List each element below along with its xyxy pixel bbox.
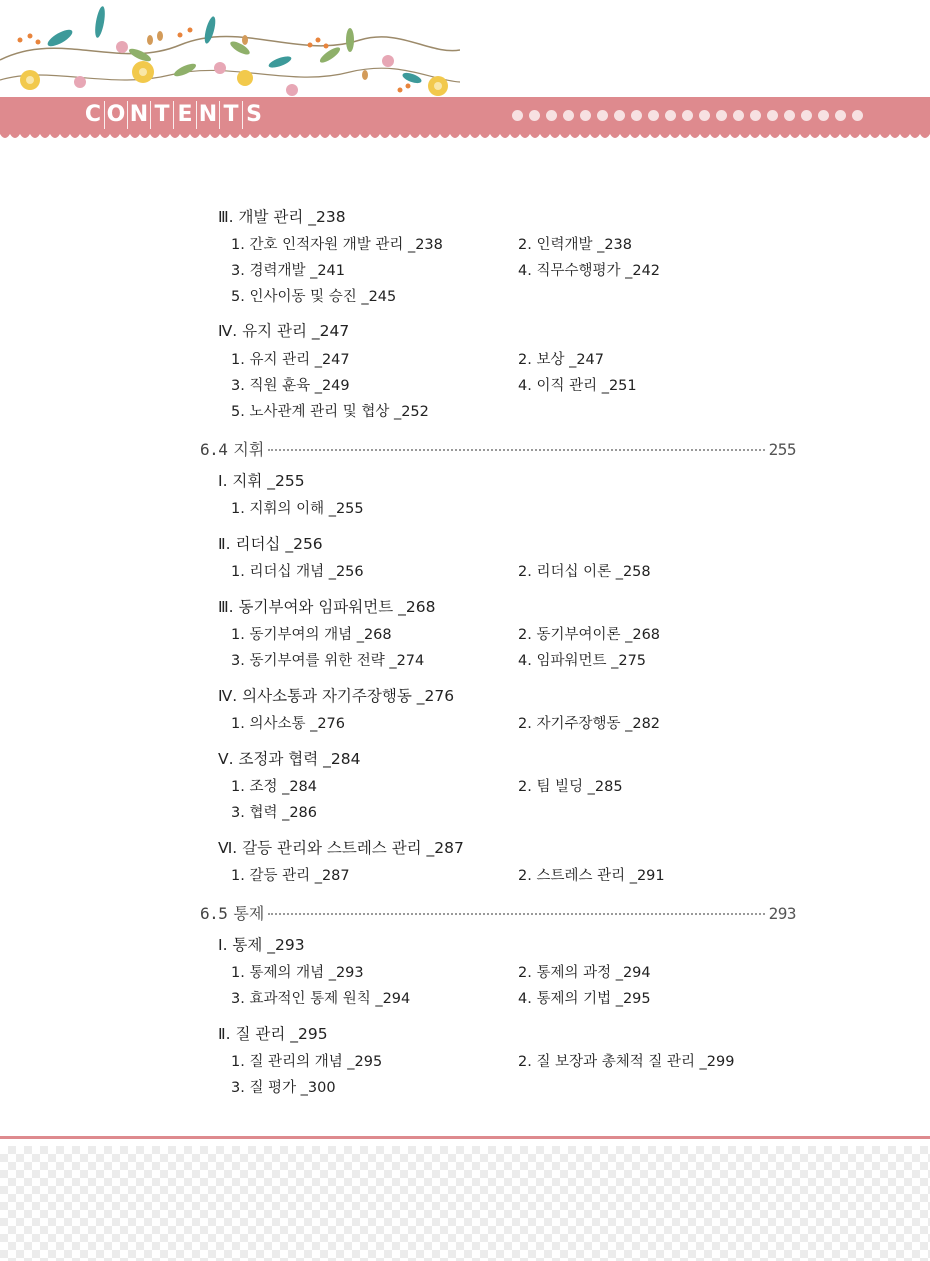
toc-item[interactable]: 2. 동기부여이론 _268 [518, 627, 661, 643]
toc-section[interactable]: Ⅵ. 갈등 관리와 스트레스 관리 _287 [218, 839, 464, 857]
toc-item[interactable]: 4. 직무수행평가 _242 [518, 263, 661, 279]
toc-item[interactable]: 2. 보상 _247 [518, 352, 604, 368]
title-letter: C [82, 101, 105, 129]
title-letter: T [151, 101, 174, 129]
toc-item[interactable]: 4. 임파워먼트 _275 [518, 653, 647, 669]
toc-item[interactable]: 1. 리더십 개념 _256 [231, 564, 364, 580]
toc-item[interactable]: 3. 협력 _286 [231, 805, 317, 821]
banner-scallop-edge [0, 130, 930, 142]
toc-item[interactable]: 2. 통제의 과정 _294 [518, 965, 651, 981]
dot-leader [268, 449, 764, 451]
toc-section[interactable]: Ⅲ. 개발 관리 _238 [218, 208, 346, 226]
title-letter: N [197, 101, 220, 129]
toc-item[interactable]: 1. 동기부여의 개념 _268 [231, 627, 392, 643]
toc-item[interactable]: 2. 팀 빌딩 _285 [518, 779, 623, 795]
chapter-title: 통제 [233, 904, 265, 923]
toc-item[interactable]: 2. 질 보장과 총체적 질 관리 _299 [518, 1054, 735, 1070]
toc-item[interactable]: 3. 효과적인 통제 원칙 _294 [231, 991, 411, 1007]
toc-item[interactable]: 1. 의사소통 _276 [231, 716, 346, 732]
chapter-page: 255 [768, 440, 796, 459]
toc-section[interactable]: Ⅳ. 유지 관리 _247 [218, 322, 350, 340]
title-letter: N [128, 101, 151, 129]
chapter-number: 6.5 [200, 904, 228, 923]
toc-section[interactable]: Ⅴ. 조정과 협력 _284 [218, 750, 361, 768]
title-letter: S [246, 102, 262, 127]
chapter-number: 6.4 [200, 440, 228, 459]
chapter-page: 293 [768, 904, 796, 923]
toc-item[interactable]: 1. 질 관리의 개념 _295 [231, 1054, 383, 1070]
toc-section[interactable]: Ⅱ. 질 관리 _295 [218, 1025, 328, 1043]
title-letter: O [105, 101, 128, 129]
toc-item[interactable]: 2. 리더십 이론 _258 [518, 564, 651, 580]
footer-divider [0, 1136, 930, 1139]
toc-item[interactable]: 1. 유지 관리 _247 [231, 352, 350, 368]
toc-item[interactable]: 1. 조정 _284 [231, 779, 317, 795]
dot-leader [268, 913, 764, 915]
floral-decoration [0, 0, 460, 100]
toc-item[interactable]: 4. 통제의 기법 _295 [518, 991, 651, 1007]
toc-section[interactable]: Ⅰ. 지휘 _255 [218, 472, 305, 490]
toc-section[interactable]: Ⅳ. 의사소통과 자기주장행동 _276 [218, 687, 455, 705]
toc-chapter-6-5[interactable] [200, 901, 796, 924]
toc-section[interactable]: Ⅱ. 리더십 _256 [218, 535, 323, 553]
title-letter: E [174, 101, 197, 129]
title-letter: T [220, 101, 243, 129]
toc-chapter-6-4[interactable] [200, 437, 796, 460]
toc-item[interactable]: 5. 인사이동 및 승진 _245 [231, 289, 397, 305]
footer-checker-pattern [0, 1146, 930, 1261]
toc-item[interactable]: 3. 경력개발 _241 [231, 263, 346, 279]
toc-item[interactable]: 3. 동기부여를 위한 전략 _274 [231, 653, 425, 669]
toc-item[interactable]: 3. 질 평가 _300 [231, 1080, 336, 1096]
toc-item[interactable]: 3. 직원 훈육 _249 [231, 378, 350, 394]
contents-title [82, 101, 265, 129]
toc-section[interactable]: Ⅰ. 통제 _293 [218, 936, 305, 954]
toc-item[interactable]: 2. 인력개발 _238 [518, 237, 633, 253]
banner-dots [512, 110, 863, 121]
toc-item[interactable]: 4. 이직 관리 _251 [518, 378, 637, 394]
chapter-title: 지휘 [233, 440, 265, 459]
toc-item[interactable]: 2. 자기주장행동 _282 [518, 716, 661, 732]
toc-item[interactable]: 1. 지휘의 이해 _255 [231, 501, 364, 517]
toc-item[interactable]: 1. 통제의 개념 _293 [231, 965, 364, 981]
toc-item[interactable]: 2. 스트레스 관리 _291 [518, 868, 665, 884]
toc-item[interactable]: 5. 노사관계 관리 및 협상 _252 [231, 404, 429, 420]
toc-item[interactable]: 1. 갈등 관리 _287 [231, 868, 350, 884]
toc-item[interactable]: 1. 간호 인적자원 개발 관리 _238 [231, 237, 443, 253]
toc-section[interactable]: Ⅲ. 동기부여와 임파워먼트 _268 [218, 598, 436, 616]
